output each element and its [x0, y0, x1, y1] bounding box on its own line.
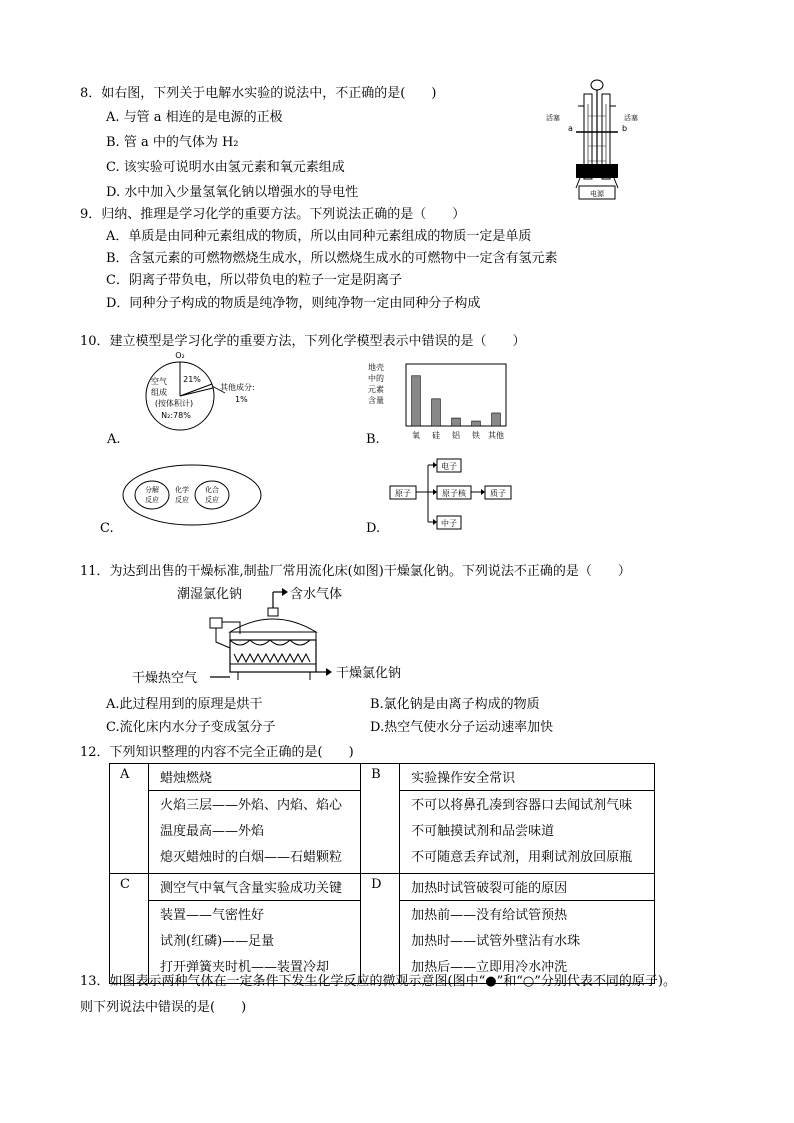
q8-option-d: D. 水中加入少量氢氧化钠以增强水的导电性: [106, 185, 359, 200]
q10-label-a: A.: [107, 432, 121, 447]
cell-d-line-3: 加热后——立即用冷水冲洗: [411, 960, 568, 975]
q10-label-b: B.: [366, 432, 380, 447]
cell-c-line-1: 装置——气密性好: [160, 908, 265, 923]
hot-air-label: 干燥热空气: [132, 671, 198, 686]
bar-3: [472, 421, 481, 426]
cell-label-b: B: [361, 764, 400, 874]
q9-option-a: A．单质是由同种元素组成的物质，所以由同种元素组成的物质一定是单质: [106, 229, 532, 244]
cell-c-line-2: 试剂(红磷)——足量: [160, 934, 275, 949]
bar-0: [412, 376, 421, 426]
bar-tick-0: 氧: [412, 431, 420, 440]
left-valve-label: 活塞: [546, 114, 560, 122]
neutron-box: 中子: [441, 519, 457, 528]
pie-other-pct: 1%: [235, 395, 248, 404]
cell-head-b: 实验操作安全常识: [400, 764, 655, 791]
q10-stem: 10．建立模型是学习化学的重要方法，下列化学模型表示中错误的是（ ）: [80, 334, 526, 349]
q11-option-d: D.热空气使水分子运动速率加快: [370, 720, 554, 735]
cell-a-line-3: 熄灭蜡烛时的白烟——石蜡颗粒: [160, 850, 343, 865]
q8-stem: 8．如右图，下列关于电解水实验的说法中，不正确的是( ): [80, 86, 437, 101]
venn-left-2: 反应: [145, 496, 159, 504]
cell-b-line-3: 不可随意丢弃试剂，用剩试剂放回原瓶: [411, 850, 633, 865]
proton-box: 质子: [490, 489, 506, 498]
pie-center-3: (按体积计): [154, 399, 194, 408]
air-composition-pie: [130, 350, 280, 435]
q11-stem: 11．为达到出售的干燥标准,制盐厂常用流化床(如图)干燥氯化钠。下列说法不正确的是（ ）: [80, 564, 631, 579]
bar-4: [492, 413, 501, 426]
cell-label-d: D: [361, 874, 400, 984]
tube-b-label: b: [622, 124, 628, 133]
vapor-label: 含水气体: [290, 587, 343, 602]
bar-ylabel-3: 元素: [368, 385, 384, 394]
cell-d-line-1: 加热前——没有给试管预热: [411, 908, 568, 923]
dry-salt-label: 干燥氯化钠: [336, 666, 402, 681]
fluidized-bed-figure: [130, 582, 450, 688]
pie-other-label: 其他成分:: [220, 383, 255, 392]
atom-box: 原子: [395, 489, 411, 498]
bar-ylabel-2: 中的: [368, 374, 384, 383]
q8-option-b: B. 管 a 中的气体为 H₂: [106, 135, 239, 150]
knowledge-table: [109, 763, 655, 984]
cell-label-c: C: [110, 874, 149, 984]
q9-stem: 9．归纳、推理是学习化学的重要方法。下列说法正确的是（ ）: [80, 207, 466, 222]
tube-a-label: a: [568, 124, 573, 133]
pie-center-1: 空气: [151, 377, 167, 386]
q8-option-c: C. 该实验可说明水由氢元素和氧元素组成: [106, 160, 345, 175]
cell-body-b: [400, 791, 655, 874]
reaction-venn: [120, 462, 265, 528]
cell-head-a: 蜡烛燃烧: [149, 764, 361, 791]
cell-b-line-2: 不可触摸试剂和品尝味道: [411, 824, 555, 839]
venn-right-1: 化合: [205, 486, 219, 494]
wet-salt-label: 潮湿氯化钠: [177, 587, 243, 602]
cell-head-c: 测空气中氧气含量实验成功关键: [149, 874, 361, 901]
venn-center-2: 反应: [175, 496, 189, 504]
bar-ylabel-4: 含量: [368, 396, 384, 405]
bar-tick-3: 铁: [472, 431, 480, 440]
cell-a-line-1: 火焰三层——外焰、内焰、焰心: [160, 798, 343, 813]
pie-o2-label: O₂: [175, 351, 185, 360]
q9-option-d: D．同种分子构成的物质是纯净物，则纯净物一定由同种分子构成: [106, 296, 481, 311]
q8-option-a: A. 与管 a 相连的是电源的正极: [106, 110, 283, 125]
q10-label-c: C.: [100, 521, 114, 536]
q13-stem-line-1: 13．如图表示两种气体在一定条件下发生化学反应的微观示意图(图中“●”和“○”分别代表不同的原子)。: [80, 974, 676, 989]
q11-option-a: A.此过程用到的原理是烘干: [106, 697, 263, 712]
q10-label-d: D.: [366, 521, 381, 536]
atom-structure-diagram: [388, 455, 518, 530]
venn-center-1: 化学: [175, 486, 189, 494]
pie-n2-label: N₂:78%: [161, 411, 191, 420]
q9-option-b: B．含氢元素的可燃物燃烧生成水，所以燃烧生成水的可燃物中一定含有氢元素: [106, 251, 558, 266]
right-valve-label: 活塞: [624, 114, 638, 122]
cell-d-line-2: 加热时——试管外壁沾有水珠: [411, 934, 581, 949]
q9-option-c: C．阴离子带负电，所以带负电的粒子一定是阴离子: [106, 273, 402, 288]
power-label: 电源: [590, 190, 604, 198]
nucleus-box: 原子核: [442, 489, 466, 498]
pie-center-2: 组成: [151, 388, 167, 397]
cell-a-line-2: 温度最高——外焰: [160, 824, 265, 839]
bar-tick-1: 硅: [432, 431, 440, 440]
cell-body-a: [149, 791, 361, 874]
q13-stem-line-2: 则下列说法中错误的是( ): [80, 1000, 247, 1015]
q12-stem: 12．下列知识整理的内容不完全正确的是( ): [80, 745, 354, 760]
crust-element-bar-chart: [366, 360, 516, 450]
bar-2: [452, 418, 461, 426]
electron-box: 电子: [441, 462, 457, 471]
cell-head-d: 加热时试管破裂可能的原因: [400, 874, 655, 901]
bar-ylabel-1: 地壳: [368, 363, 384, 372]
electrolysis-figure: [540, 76, 645, 200]
venn-right-2: 反应: [205, 496, 219, 504]
pie-o2-pct: 21%: [183, 375, 201, 384]
cell-b-line-1: 不可以将鼻孔凑到容器口去闻试剂气味: [411, 798, 633, 813]
venn-left-1: 分解: [145, 486, 159, 494]
q11-option-b: B.氯化钠是由离子构成的物质: [370, 697, 540, 712]
bar-tick-2: 铝: [452, 431, 460, 440]
cell-label-a: A: [110, 764, 149, 874]
bar-tick-4: 其他: [488, 431, 504, 440]
cell-c-line-3: 打开弹簧夹时机——装置冷却: [160, 960, 330, 975]
bar-1: [432, 399, 441, 426]
q11-option-c: C.流化床内水分子变成氢分子: [106, 720, 276, 735]
